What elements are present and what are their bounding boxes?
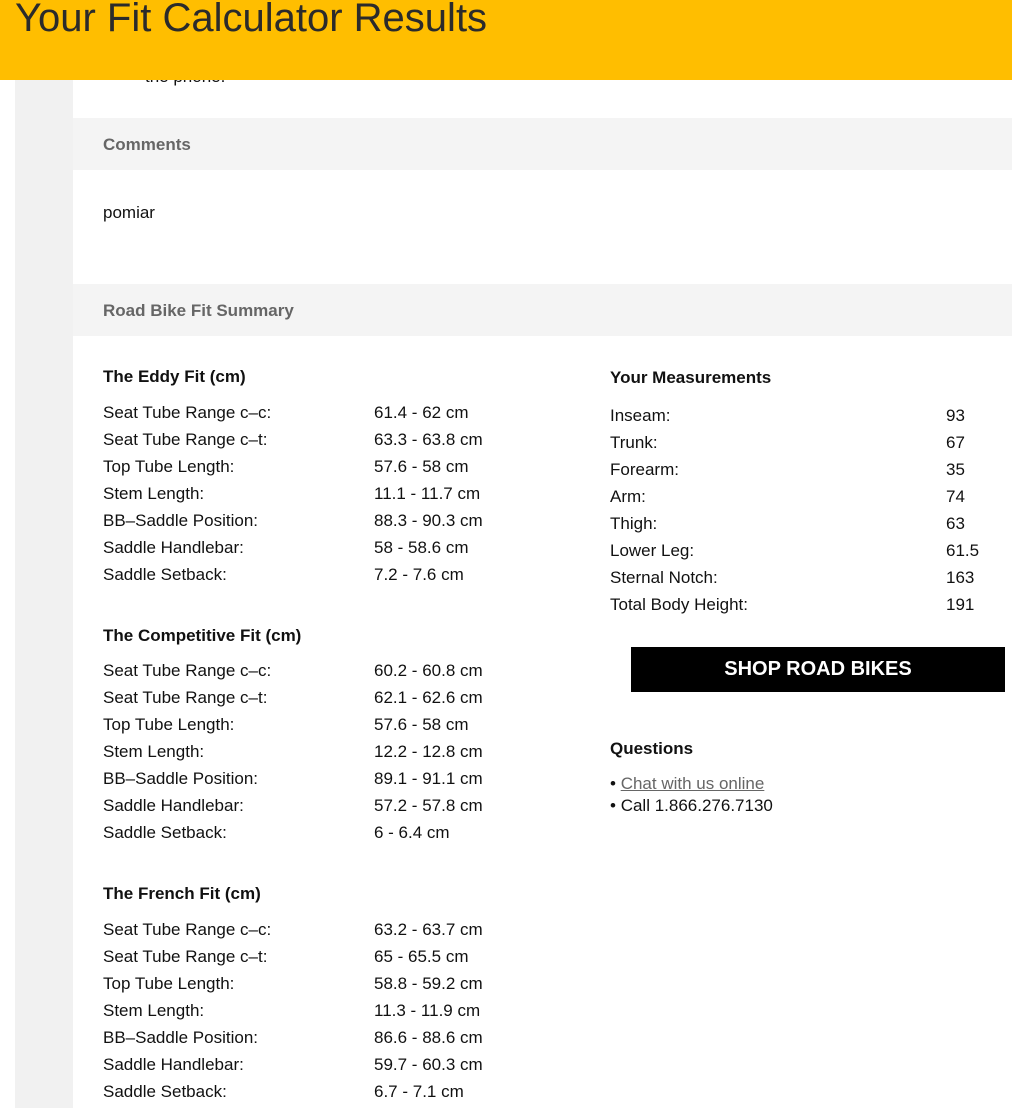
page-title: Your Fit Calculator Results bbox=[15, 0, 488, 40]
fit-row-value: 12.2 - 12.8 cm bbox=[374, 742, 483, 761]
fit-row-value: 88.3 - 90.3 cm bbox=[374, 511, 483, 530]
measurement-row bbox=[610, 568, 990, 595]
measurement-label: Arm: bbox=[610, 487, 646, 506]
measurement-row bbox=[610, 433, 990, 460]
fit-row bbox=[103, 947, 543, 974]
comments-heading: Comments bbox=[103, 135, 191, 154]
fit-row-value: 6.7 - 7.1 cm bbox=[374, 1082, 464, 1101]
measurement-value: 67 bbox=[946, 433, 965, 452]
measurement-label: Total Body Height: bbox=[610, 595, 748, 614]
french-fit-list bbox=[103, 920, 543, 1109]
fit-row bbox=[103, 430, 543, 457]
measurement-value: 93 bbox=[946, 406, 965, 425]
fit-row-value: 57.2 - 57.8 cm bbox=[374, 796, 483, 815]
fit-row-label: Seat Tube Range c–c: bbox=[103, 661, 272, 680]
fit-row-label: Saddle Handlebar: bbox=[103, 538, 244, 557]
bullet: • bbox=[610, 774, 616, 793]
fit-row-value: 58.8 - 59.2 cm bbox=[374, 974, 483, 993]
measurement-label: Forearm: bbox=[610, 460, 679, 479]
measurement-label: Inseam: bbox=[610, 406, 671, 425]
fit-row-label: Seat Tube Range c–t: bbox=[103, 688, 268, 707]
fit-row-value: 60.2 - 60.8 cm bbox=[374, 661, 483, 680]
fit-row bbox=[103, 769, 543, 796]
fit-row-label: Seat Tube Range c–t: bbox=[103, 430, 268, 449]
fit-row-value: 11.1 - 11.7 cm bbox=[374, 484, 481, 503]
fit-row bbox=[103, 538, 543, 565]
fit-row-label: Top Tube Length: bbox=[103, 715, 235, 734]
fit-row-label: Stem Length: bbox=[103, 1001, 205, 1020]
fit-row-value: 6 - 6.4 cm bbox=[374, 823, 450, 842]
fit-row-value: 58 - 58.6 cm bbox=[374, 538, 469, 557]
french-fit-title: The French Fit (cm) bbox=[103, 884, 261, 903]
fit-row-label: Top Tube Length: bbox=[103, 457, 235, 476]
measurement-row bbox=[610, 514, 990, 541]
fit-row bbox=[103, 1028, 543, 1055]
eddy-fit-title: The Eddy Fit (cm) bbox=[103, 367, 246, 386]
fit-row-value: 89.1 - 91.1 cm bbox=[374, 769, 483, 788]
fit-row-label: Top Tube Length: bbox=[103, 974, 235, 993]
measurement-value: 163 bbox=[946, 568, 975, 587]
fit-row-value: 11.3 - 11.9 cm bbox=[374, 1001, 481, 1020]
fit-row bbox=[103, 823, 543, 850]
measurement-value: 191 bbox=[946, 595, 975, 614]
measurement-label: Lower Leg: bbox=[610, 541, 695, 560]
bullet: • bbox=[610, 796, 616, 815]
summary-section-header bbox=[73, 284, 1012, 336]
questions-title: Questions bbox=[610, 739, 694, 758]
fit-row-value: 63.3 - 63.8 cm bbox=[374, 430, 483, 449]
fit-row bbox=[103, 920, 543, 947]
fit-row-label: Saddle Setback: bbox=[103, 1082, 227, 1101]
eddy-fit-list bbox=[103, 403, 543, 592]
measurements-title: Your Measurements bbox=[610, 368, 772, 387]
fit-row bbox=[103, 974, 543, 1001]
fit-row-label: Stem Length: bbox=[103, 742, 205, 761]
fit-row-value: 7.2 - 7.6 cm bbox=[374, 565, 464, 584]
measurement-row bbox=[610, 487, 990, 514]
measurement-row bbox=[610, 595, 990, 622]
page-header bbox=[0, 0, 1012, 80]
measurement-label: Trunk: bbox=[610, 433, 658, 452]
fit-row-value: 62.1 - 62.6 cm bbox=[374, 688, 483, 707]
fit-row bbox=[103, 688, 543, 715]
fit-row bbox=[103, 796, 543, 823]
fit-row-label: Saddle Handlebar: bbox=[103, 1055, 244, 1074]
measurement-row bbox=[610, 406, 990, 433]
fit-row bbox=[103, 457, 543, 484]
left-gutter bbox=[15, 0, 73, 1108]
fit-row-value: 59.7 - 60.3 cm bbox=[374, 1055, 483, 1074]
fit-row-value: 65 - 65.5 cm bbox=[374, 947, 469, 966]
fit-row bbox=[103, 715, 543, 742]
measurement-value: 35 bbox=[946, 460, 965, 479]
fit-row bbox=[103, 565, 543, 592]
fit-row bbox=[103, 484, 543, 511]
fit-row bbox=[103, 1082, 543, 1109]
chat-item bbox=[610, 774, 764, 794]
fit-row-label: BB–Saddle Position: bbox=[103, 511, 258, 530]
shop-road-bikes-button[interactable]: SHOP ROAD BIKES bbox=[631, 647, 1005, 692]
call-phone-text: Call 1.866.276.7130 bbox=[620, 796, 773, 815]
fit-row bbox=[103, 403, 543, 430]
fit-row bbox=[103, 661, 543, 688]
measurement-row bbox=[610, 541, 990, 568]
comments-section-header bbox=[73, 118, 1012, 170]
fit-row-label: Seat Tube Range c–t: bbox=[103, 947, 268, 966]
measurement-label: Thigh: bbox=[610, 514, 658, 533]
measurement-value: 61.5 bbox=[946, 541, 980, 560]
call-item bbox=[610, 796, 773, 816]
measurement-label: Sternal Notch: bbox=[610, 568, 718, 587]
fit-row bbox=[103, 1001, 543, 1028]
fit-row-label: Seat Tube Range c–c: bbox=[103, 403, 272, 422]
fit-row-value: 63.2 - 63.7 cm bbox=[374, 920, 483, 939]
fit-row-value: 61.4 - 62 cm bbox=[374, 403, 469, 422]
fit-row-label: Saddle Setback: bbox=[103, 565, 227, 584]
fit-row-label: Seat Tube Range c–c: bbox=[103, 920, 272, 939]
summary-heading: Road Bike Fit Summary bbox=[103, 301, 294, 320]
fit-row-label: Saddle Handlebar: bbox=[103, 796, 244, 815]
fit-row bbox=[103, 742, 543, 769]
fit-row-label: Stem Length: bbox=[103, 484, 205, 503]
competitive-fit-list bbox=[103, 661, 543, 850]
fit-row-value: 57.6 - 58 cm bbox=[374, 457, 469, 476]
fit-row-label: BB–Saddle Position: bbox=[103, 769, 258, 788]
measurement-value: 63 bbox=[946, 514, 965, 533]
fit-row-label: Saddle Setback: bbox=[103, 823, 227, 842]
measurement-row bbox=[610, 460, 990, 487]
chat-online-link[interactable]: Chat with us online bbox=[620, 774, 765, 793]
competitive-fit-title: The Competitive Fit (cm) bbox=[103, 626, 302, 645]
fit-row bbox=[103, 511, 543, 538]
fit-row bbox=[103, 1055, 543, 1082]
fit-row-value: 57.6 - 58 cm bbox=[374, 715, 469, 734]
fit-row-label: BB–Saddle Position: bbox=[103, 1028, 258, 1047]
fit-row-value: 86.6 - 88.6 cm bbox=[374, 1028, 483, 1047]
comment-text: pomiar bbox=[103, 203, 155, 222]
measurements-list bbox=[610, 406, 990, 622]
measurement-value: 74 bbox=[946, 487, 965, 506]
